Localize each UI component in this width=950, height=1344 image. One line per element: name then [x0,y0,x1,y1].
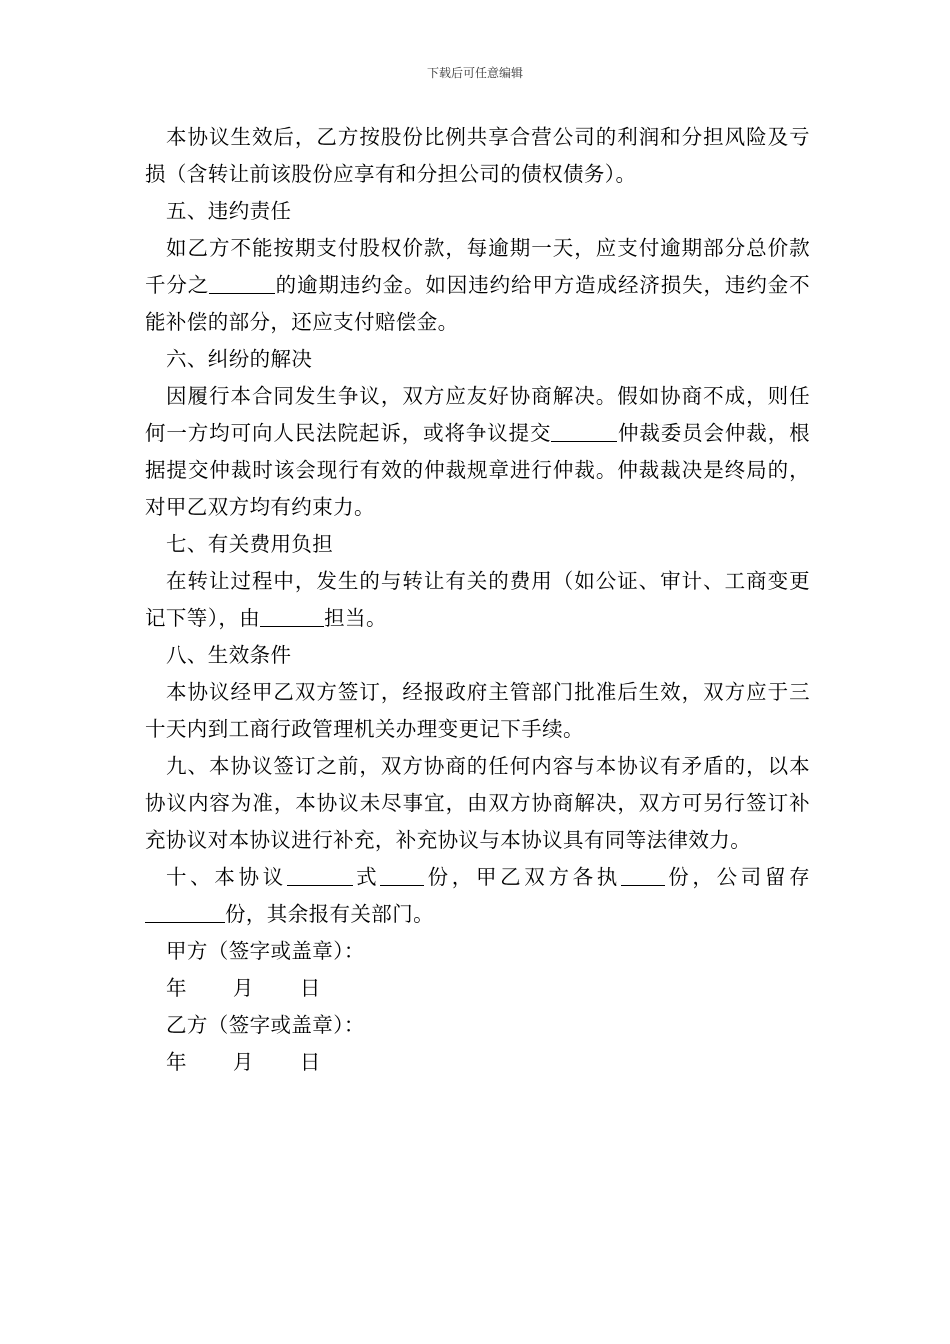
paragraph-dispute [145,378,810,526]
paragraph-fees-text-1: 在转让过程中，发生的与转让有关的费用（如公证、审计、工商变更记下等），由 [145,569,810,630]
paragraph-fees-text-2: 担当。 [324,606,387,630]
blank-line [621,865,665,886]
paragraph-breach-text-1: 如乙方不能按期支付股权价款，每逾期一天，应支付逾期部分总价款千分之 [145,236,810,297]
blank-line [260,606,324,627]
paragraph-copies-text-1: 十、本协议 [166,865,287,889]
paragraph-copies-text-2: 式 [352,865,381,889]
blank-line [287,865,353,886]
paragraph-dispute-text-2: 仲裁委员会仲裁，根据提交仲裁时该会现行有效的仲裁规章进行仲裁。仲裁裁决是终局的，对甲乙双方均有约束力。 [145,421,810,519]
page-header: 下载后可任意编辑 [426,66,523,80]
paragraph-supplement: 九、本协议签订之前，双方协商的任何内容与本协议有矛盾的，以本协议内容为准，本协议未尽事宜，由双方协商解决，双方可另行签订补充协议对本协议进行补充，补充协议与本协议具有同等法律效力。 [145,754,810,852]
section-heading-breach: 五、违约责任 [166,199,292,223]
paragraph-copies [145,859,810,933]
document-body [145,119,810,1081]
month-label: 月 [232,1050,254,1074]
party-b-signature: 乙方（签字或盖章）： [166,1013,365,1037]
blank-line [209,273,275,294]
party-a-date [145,970,810,1007]
day-label: 日 [299,1050,321,1074]
party-a-signature: 甲方（签字或盖章）： [166,939,365,963]
paragraph-effect: 本协议经甲乙双方签订，经报政府主管部门批准后生效，双方应于三十天内到工商行政管理机关办理变更记下手续。 [145,680,810,741]
paragraph-dispute-text-1: 因履行本合同发生争议，双方应友好协商解决。假如协商不成，则任何一方均可向人民法院起诉，或将争议提交 [145,384,810,445]
month-label: 月 [232,976,254,1000]
blank-line [380,865,424,886]
year-label: 年 [166,1050,187,1074]
year-label: 年 [166,976,187,1000]
section-heading-dispute: 六、纠纷的解决 [166,347,313,371]
blank-line [145,902,225,923]
section-heading-effect: 八、生效条件 [166,643,292,667]
section-heading-fees: 七、有关费用负担 [166,532,334,556]
paragraph-breach [145,230,810,341]
blank-line [551,421,617,442]
paragraph-copies-text-4: 份，公司留存 [664,865,811,889]
paragraph-copies-text-3: 份，甲乙双方各执 [424,865,621,889]
paragraph-breach-text-2: 的逾期违约金。如因违约给甲方造成经济损失，违约金不能补偿的部分，还应支付赔偿金。 [145,273,811,334]
party-b-date [145,1044,810,1081]
paragraph-profit-sharing: 本协议生效后，乙方按股份比例共享合营公司的利润和分担风险及亏损（含转让前该股份应享有和分担公司的债权债务）。 [145,125,810,186]
paragraph-copies-text-5: 份，其余报有关部门。 [225,902,434,926]
paragraph-fees [145,563,810,637]
day-label: 日 [299,976,321,1000]
